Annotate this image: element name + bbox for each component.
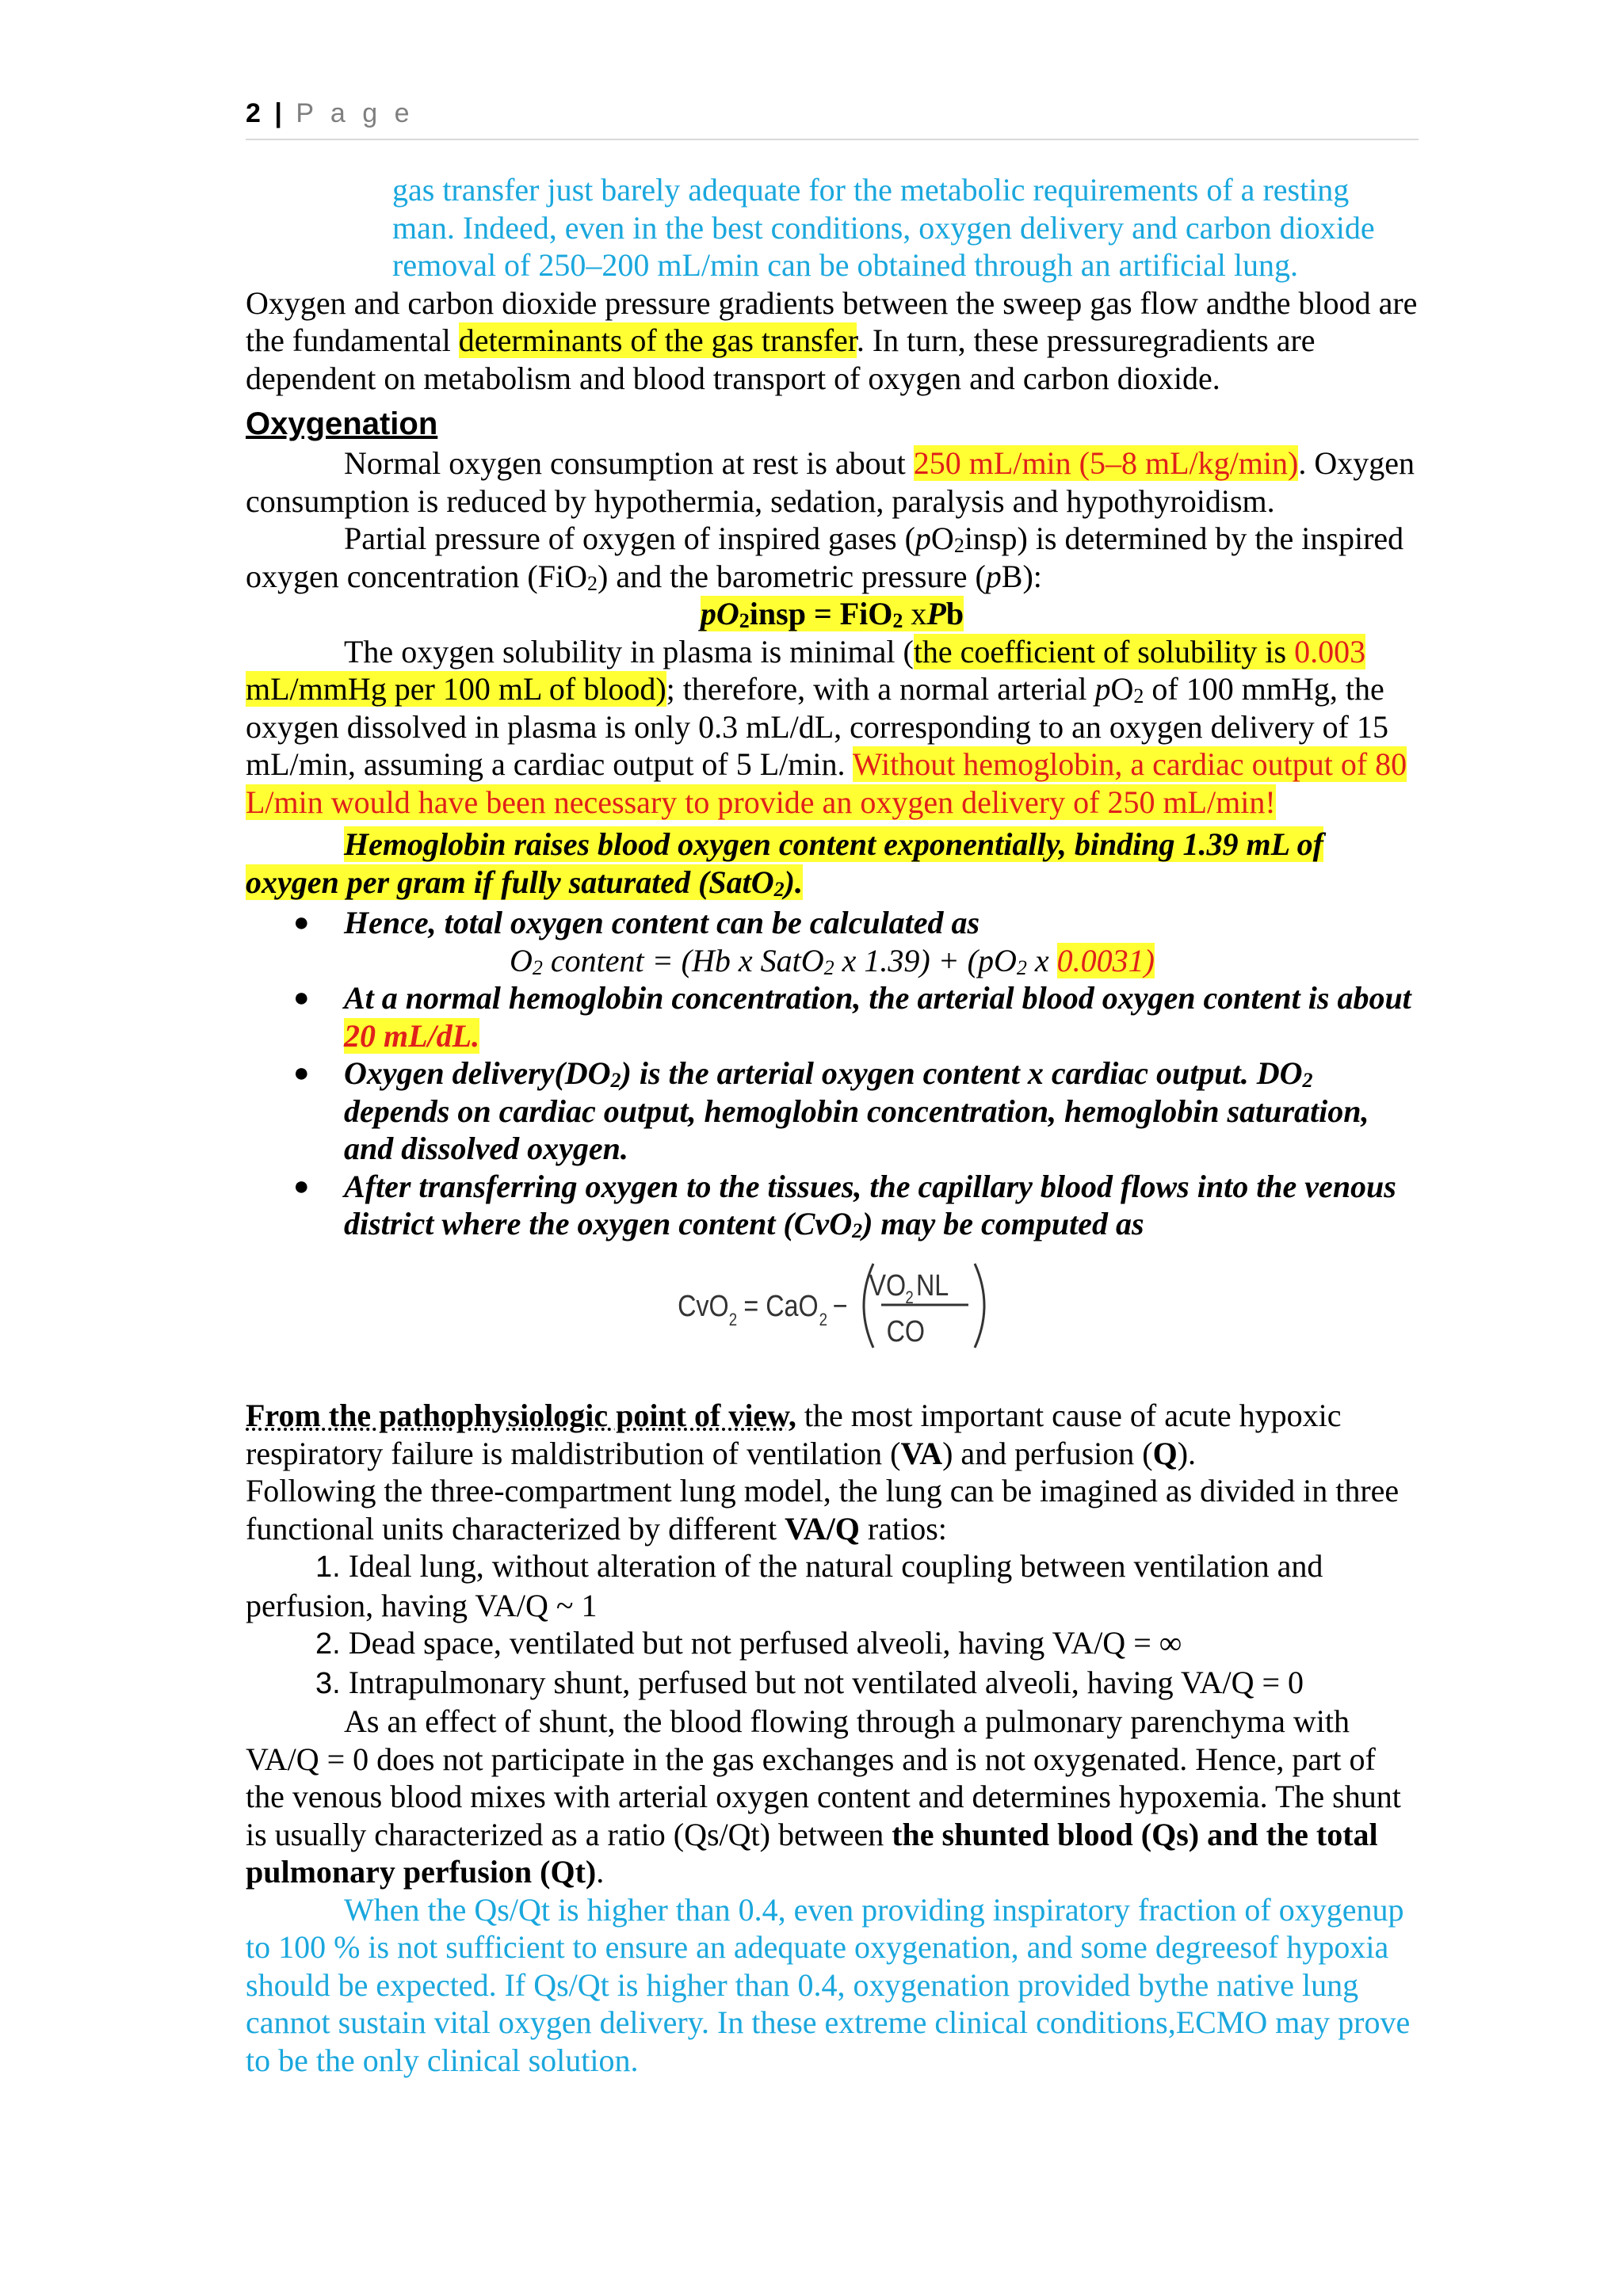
text-run: x bbox=[1026, 942, 1057, 978]
formula-numerator: VO bbox=[869, 1268, 907, 1302]
subscript: 2 bbox=[823, 955, 834, 979]
text-run: 0.003 bbox=[1294, 633, 1366, 669]
text-run: Oxygen delivery(DO bbox=[344, 1055, 611, 1091]
subscript: 2 bbox=[773, 877, 785, 901]
text-run: VA/Q bbox=[785, 1510, 860, 1547]
list-item bbox=[246, 1055, 1419, 1168]
text-run: p bbox=[985, 558, 1002, 594]
ecmo-paragraph: When the Qs/Qt is higher than 0.4, even providing inspiratory fraction of oxygenup to 100 % is not sufficient to ensure an adequate oxygenation, and some degreesof hypoxia should be expected. If Qs/Qt is higher than 0.4, oxygenation provided bythe native lung cannot sustain vital oxygen delivery. In these extreme clinical conditions,ECMO may prove to be the only clinical solution. bbox=[246, 1891, 1411, 2078]
text-run: the coefficient of solubility is bbox=[913, 633, 1295, 669]
formula-numerator-b: NL bbox=[916, 1268, 949, 1302]
text-run: O bbox=[930, 521, 954, 556]
pathophysiology-paragraph bbox=[246, 1397, 1419, 1472]
highlight-gas-transfer: determinants of the gas transfer bbox=[458, 322, 857, 358]
text-run: Hence, total oxygen content can be calculated as bbox=[344, 905, 980, 940]
text-run: B): bbox=[1001, 558, 1042, 594]
bullet-dot: ● bbox=[293, 908, 310, 937]
text-run: x bbox=[903, 596, 927, 631]
document-body bbox=[246, 171, 1419, 2079]
text-run: ). bbox=[784, 864, 803, 900]
subscript: 2 bbox=[953, 534, 964, 557]
oxygen-content-bullets bbox=[246, 904, 1419, 942]
pressure-gradients-paragraph bbox=[246, 284, 1419, 398]
formula-sub: 2 bbox=[905, 1288, 914, 1307]
text-run: ratios: bbox=[859, 1510, 947, 1547]
subscript: 2 bbox=[1016, 955, 1027, 979]
formula-minus: − bbox=[832, 1289, 848, 1323]
subscript: 2 bbox=[1133, 685, 1144, 707]
text-run: of 100 mmHg, the oxygen dissolved in plasma is only 0.3 mL/dL, corresponding to an oxygen delivery of 15 mL/min, assuming a cardiac output of 5 L/min. bbox=[246, 671, 1388, 782]
oxygen-consumption-paragraph bbox=[246, 444, 1419, 520]
list-item bbox=[246, 904, 1419, 942]
highlight-coefficient: 0.0031) bbox=[1056, 942, 1155, 978]
right-paren bbox=[975, 1264, 984, 1348]
intro-paragraph: gas transfer just barely adequate for the metabolic requirements of a resting man. Indeed, even in the best conditions, oxygen delivery and carbon dioxide removal of 250–200 mL/min can be obtained through an artificial lung. bbox=[392, 172, 1375, 283]
list-number: 2. bbox=[315, 1627, 341, 1661]
text-run: O bbox=[1110, 671, 1134, 707]
text-run: p bbox=[1094, 671, 1111, 707]
text-run: ) and the barometric pressure ( bbox=[598, 558, 986, 594]
oxygen-delivery-bullets bbox=[246, 979, 1419, 1243]
list-text: Intrapulmonary shunt, perfused but not ventilated alveoli, having VA/Q = 0 bbox=[340, 1664, 1304, 1700]
header-separator: | bbox=[274, 98, 285, 128]
highlight-without-hemoglobin: Without hemoglobin, a cardiac output of 80 L/min would have been necessary to provide an oxygen delivery of 250 mL/min! bbox=[246, 746, 1407, 820]
bullet-dot: ● bbox=[293, 1171, 310, 1201]
list-item bbox=[246, 1547, 1419, 1624]
list-item bbox=[246, 1168, 1419, 1243]
formula-sub: 2 bbox=[728, 1310, 738, 1329]
text-run: mL/mmHg per 100 mL of blood) bbox=[246, 671, 666, 707]
text-run: Normal oxygen consumption at rest is about bbox=[344, 445, 914, 481]
subscript: 2 bbox=[532, 955, 543, 979]
text-run: Hemoglobin raises blood oxygen content exponentially, binding 1.39 mL of oxygen per gram if fully saturated (SatO bbox=[246, 826, 1323, 900]
list-item bbox=[246, 1664, 1419, 1703]
text-run: The oxygen solubility in plasma is minimal ( bbox=[344, 633, 914, 669]
text-run: depends on cardiac output, hemoglobin concentration, hemoglobin saturation, and dissolved oxygen. bbox=[344, 1093, 1369, 1166]
highlight-consumption-rate: 250 mL/min (5–8 mL/kg/min) bbox=[913, 445, 1299, 481]
text-run: P bbox=[926, 596, 946, 631]
page-header bbox=[246, 98, 1419, 140]
text-run: ; therefore, with a normal arterial bbox=[666, 671, 1095, 707]
formula-lhs: CvO bbox=[678, 1289, 729, 1323]
text-run: x 1.39) + (pO bbox=[834, 942, 1017, 978]
text-run: ) and perfusion ( bbox=[942, 1435, 1153, 1471]
hemoglobin-paragraph bbox=[246, 826, 1419, 901]
venous-content-formula-image bbox=[246, 1254, 1419, 1366]
text-run: insp) is determined by the inspired oxygen concentration (FiO bbox=[246, 521, 1404, 594]
formula-denominator: CO bbox=[886, 1314, 926, 1348]
formula-sub: 2 bbox=[819, 1310, 828, 1329]
list-text: Ideal lung, without alteration of the natural coupling between ventilation and perfusion, having VA/Q ~ 1 bbox=[246, 1548, 1323, 1623]
shunt-paragraph bbox=[246, 1703, 1419, 1891]
subscript: 2 bbox=[610, 1069, 621, 1092]
text-run: VA bbox=[900, 1435, 943, 1471]
subscript: 2 bbox=[892, 609, 903, 632]
list-text: Dead space, ventilated but not perfused alveoli, having VA/Q = ∞ bbox=[340, 1625, 1182, 1661]
subscript: 2 bbox=[1302, 1069, 1313, 1092]
page-word: P a g e bbox=[296, 98, 414, 128]
text-run: insp = FiO bbox=[749, 596, 893, 631]
subscript: 2 bbox=[587, 571, 598, 595]
list-number: 1. bbox=[315, 1550, 341, 1584]
text-run: . Oxygen consumption is reduced by hypothermia, sedation, paralysis and hypothyroidism. bbox=[246, 445, 1415, 519]
text-run: pO bbox=[700, 596, 739, 631]
highlight-hemoglobin bbox=[246, 826, 1323, 900]
text-run: O bbox=[510, 942, 533, 978]
text-run: Partial pressure of oxygen of inspired gases ( bbox=[344, 521, 915, 556]
text-run: . bbox=[596, 1854, 605, 1890]
partial-pressure-paragraph bbox=[246, 520, 1419, 595]
text-run: . In turn, these pressuregradients are dependent on metabolism and blood transport of oxygen and carbon dioxide. bbox=[246, 322, 1316, 396]
list-item bbox=[246, 979, 1419, 1055]
text-run: After transferring oxygen to the tissues, the capillary blood flows into the venous district where the oxygen content (CvO bbox=[344, 1168, 1396, 1241]
text-run: ). bbox=[1177, 1435, 1197, 1471]
oxygen-content-formula bbox=[246, 942, 1419, 980]
text-run: ) is the arterial oxygen content x cardiac output. DO bbox=[621, 1055, 1303, 1091]
formula-svg bbox=[674, 1254, 991, 1357]
text-run: Oxygen and carbon dioxide pressure gradients between the sweep gas flow andthe blood are the fundamental bbox=[246, 284, 1418, 358]
section-heading-oxygenation: Oxygenation bbox=[246, 406, 438, 441]
text-run: ) may be computed as bbox=[862, 1206, 1144, 1241]
pathophysiology-lead: From the pathophysiologic point of view, bbox=[246, 1398, 796, 1433]
list-item bbox=[246, 1624, 1419, 1664]
text-run: Following the three-compartment lung model, the lung can be imagined as divided in three functional units characterized by different bbox=[246, 1473, 1400, 1547]
solubility-paragraph bbox=[246, 633, 1419, 822]
bullet-dot: ● bbox=[293, 1058, 310, 1088]
text-run: At a normal hemoglobin concentration, the arterial blood oxygen content is about bbox=[344, 980, 1411, 1016]
text-run: Q bbox=[1152, 1435, 1178, 1471]
subscript: 2 bbox=[739, 609, 750, 632]
text-run: the shunted blood (Qs) and the total pulmonary perfusion (Qt) bbox=[246, 1816, 1378, 1890]
inspired-po2-formula bbox=[246, 595, 1419, 633]
text-run: b bbox=[945, 596, 964, 631]
text-run: content = (Hb x SatO bbox=[542, 942, 824, 978]
text-run: the most important cause of acute hypoxic respiratory failure is maldistribution of ventilation ( bbox=[246, 1398, 1342, 1471]
list-number: 3. bbox=[315, 1666, 341, 1700]
compartment-paragraph bbox=[246, 1472, 1419, 1547]
bullet-dot: ● bbox=[293, 983, 310, 1013]
page-number: 2 bbox=[246, 98, 264, 128]
formula-eq: = CaO bbox=[743, 1289, 819, 1323]
text-run: As an effect of shunt, the blood flowing through a pulmonary parenchyma with VA/Q = 0 does not participate in the gas exchanges and is not oxygenated. Hence, part of the venous blood mixes with arterial oxygen content and determines hypoxemia. The shunt is usually characterized as a ratio (Qs/Qt) between bbox=[246, 1703, 1401, 1852]
text-run: p bbox=[915, 521, 931, 556]
formula-highlight bbox=[701, 596, 964, 631]
highlight-content-value: 20 mL/dL. bbox=[344, 1017, 480, 1054]
subscript: 2 bbox=[852, 1219, 863, 1242]
lung-units-list bbox=[246, 1547, 1419, 1703]
